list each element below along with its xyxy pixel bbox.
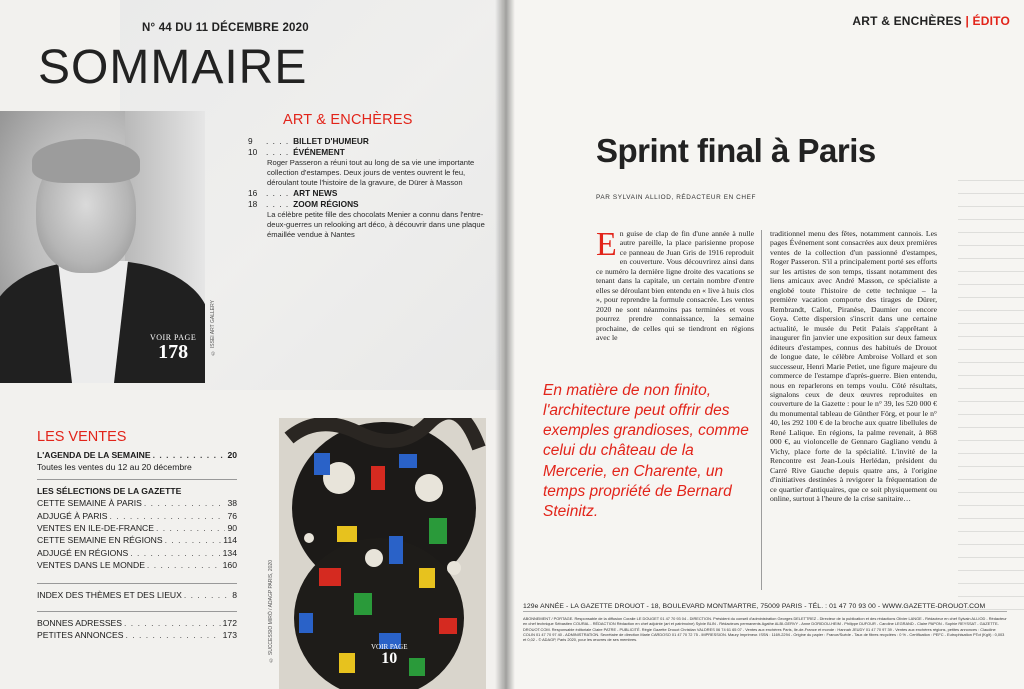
- footer-address: 129e ANNÉE - LA GAZETTE DROUOT - 18, BOULEVARD MONTMARTRE, 75009 PARIS - TÉL. : 01 47 70 93 00 - WWW.GAZETTE-DROUOT.COM: [523, 603, 986, 610]
- dot-leader: [184, 589, 230, 601]
- toc-description: La célèbre petite fille des chocolats Menier a connu dans l'entre-deux-guerres un relooking art déco, à découvrir dans une plaque émaillée vendue à Nantes: [267, 209, 485, 239]
- entry-label: CETTE SEMAINE À PARIS: [37, 498, 142, 509]
- artwork-page-ref-label: VOIR PAGE: [371, 643, 408, 651]
- entry-page: 20: [227, 450, 237, 460]
- masthead-footer: [523, 602, 1007, 643]
- selection-entry[interactable]: [37, 547, 237, 559]
- entry-page: 160: [222, 560, 237, 570]
- photo-page-ref-number: 178: [158, 341, 189, 363]
- footer-credits: ABONNEMENT / PORTAGE. Responsable de la diffusion Coralie LE DOUGET 01 47 70 93 04 - DIRECTION. Président du conseil d'administration Georges DELETTREZ - Directeur de la publication et des rédactions Olivier LANGE - Rédacteur en chef Sylvain ALLIOD - Rédacteur en chef technique Sébastien COURAL - RÉDACTION Rédaction en chef adjointe (art et patrimoine) Sylvie BLIN - Rédacteurs permanents Agathe ALBI-GERVY - Anne DORIDOU-HEIM - Philippe DUFOUR - Caroline LEGRAND - Claire PAPON - Sophie REYSSAT - GAZETTE-DROUOT.COM. Responsable éditoriale Claire PATRE - PUBLICITÉ. Régie Gazette Drouot Christian VALDRES 06 74 61 65 07 - Ventes aux enchères Paris, Ile-de-France et monde : Hannah JEUDY 01 47 70 97 39 - Ventes aux enchères régions, petites annonces : Claudine COLIN 01 47 70 97 40 - ADMINISTRATION. Secrétaire de direction Marie CARDOSO 01 47 70 72 75 - IMPRESSION. Maury Imprimeur. ISSN : 1169-2294 - Origine du papier : France/Suède - Taux de fibres recyclées : 0 % - Certification : PEFC - Eutrophisation PTot (Kg/t) : 0,003 et 0,02 - © ADAGP, Paris 2020, pour les œuvres de ses membres.: [523, 616, 1007, 643]
- page-title: SOMMAIRE: [38, 41, 308, 94]
- column-rule: [761, 230, 762, 590]
- toc-entry[interactable]: [248, 199, 498, 240]
- entry-page: 114: [223, 535, 237, 546]
- artwork-page-ref[interactable]: [371, 644, 408, 667]
- entry-label: ADJUGÉ EN RÉGIONS: [37, 547, 129, 558]
- column-1-text: n guise de clap de fin d'une année à nulle autre pareille, la place parisienne propose ce panneau de Juan Gris de 1916 reproduit en couverture. Vous découvrirez ainsi dans ce numéro la dernière ligne droite des vacations se tenant dans la capitale, un certain nombre d'entre elles se déroulant bien entendu en « live à huis clos », pour reprendre la formule consacrée. Les ventes 2020 ne sont néanmoins pas terminées et vous pourrez prendre connaissance, la semaine prochaine, de celles qui se tiendront en régions avec le: [596, 229, 754, 343]
- drop-cap: E: [596, 226, 617, 263]
- ventes-section-title: LES VENTES: [37, 429, 127, 445]
- dot-leader: [110, 510, 226, 522]
- toc-label: ZOOM RÉGIONS: [293, 198, 359, 209]
- extra-entry[interactable]: [37, 617, 237, 629]
- index-entry[interactable]: [37, 589, 237, 601]
- selection-entry[interactable]: [37, 497, 237, 509]
- dot-leader: [147, 559, 221, 571]
- entry-label: PETITES ANNONCES: [37, 630, 124, 641]
- entry-label: ADJUGÉ À PARIS: [37, 510, 108, 521]
- footer-rule: [523, 611, 1007, 612]
- toc-dots: . . . .: [266, 198, 290, 209]
- selection-entry[interactable]: [37, 522, 237, 534]
- article-headline: Sprint final à Paris: [596, 132, 876, 169]
- article-byline: PAR SYLVAIN ALLIOD, RÉDACTEUR EN CHEF: [596, 194, 756, 201]
- entry-page: 38: [227, 498, 237, 509]
- toc-entry[interactable]: [248, 147, 498, 188]
- toc-dots: . . . .: [266, 136, 290, 146]
- entry-page: 173: [222, 630, 237, 641]
- selection-entry[interactable]: [37, 510, 237, 522]
- photo-hair: [32, 139, 140, 183]
- artwork-page-ref-number: 10: [381, 650, 398, 667]
- divider: [37, 479, 237, 480]
- entry-label: L'AGENDA DE LA SEMAINE: [37, 450, 151, 460]
- section-sublabel: ÉDITO: [972, 14, 1010, 28]
- selection-entry[interactable]: [37, 559, 237, 571]
- article-column-1: [596, 226, 754, 343]
- dot-leader: [144, 497, 226, 509]
- toc-dots: . . . .: [266, 187, 290, 198]
- dot-leader: [153, 449, 226, 461]
- section-header: [852, 14, 1010, 28]
- art-section-list: [248, 136, 498, 240]
- entry-page: 90: [227, 522, 237, 533]
- photo-page-ref[interactable]: [150, 334, 196, 362]
- photo-credit: © ISSEI ART GALLERY: [210, 300, 216, 356]
- dot-leader: [165, 534, 222, 546]
- left-page: [0, 0, 503, 689]
- entry-label: INDEX DES THÈMES ET DES LIEUX: [37, 590, 182, 601]
- issue-line: N° 44 DU 11 DÉCEMBRE 2020: [142, 22, 309, 34]
- entry-page: 76: [227, 510, 237, 521]
- entry-page: 134: [222, 547, 237, 558]
- page-gutter: [495, 0, 515, 689]
- agenda-entry[interactable]: [37, 449, 237, 461]
- toc-label: BILLET D'HUMEUR: [293, 136, 369, 146]
- selections-title: LES SÉLECTIONS DE LA GAZETTE: [37, 485, 182, 496]
- agenda-subtitle: Toutes les ventes du 12 au 20 décembre: [37, 462, 192, 473]
- entry-label: VENTES DANS LE MONDE: [37, 560, 145, 570]
- entry-label: CETTE SEMAINE EN RÉGIONS: [37, 535, 163, 546]
- section-label: ART & ENCHÈRES: [852, 14, 962, 28]
- entry-label: BONNES ADRESSES: [37, 617, 123, 628]
- entry-page: 172: [222, 617, 237, 628]
- dot-leader: [130, 547, 220, 559]
- toc-entry[interactable]: [248, 188, 498, 199]
- article-column-2: traditionnel menu des fêtes, notamment cannois. Les pages Événement sont consacrées aux deux premières ventes de la collection d'un passionné d'estampes, Roger Passeron. S'il a principalement porté ses efforts sur les artistes de son temps, tissant notamment des liens amicaux avec André Masson, ce spécialiste a englobé toute l'histoire de cette technique – la première vacation comporte des tirages de Dürer, Rembrandt, Callot, Piranèse, Daumier ou encore Goya. Cette dispersion s'inscrit dans une certaine actualité, le musée du Petit Palais s'apprêtant à inaugurer fin janvier une exposition sur deux fameux éditeurs d'estampes, connus des habitués de Drouot de longue date, le célèbre Ambroise Vollard et son successeur, Henri Marie Petiet, une figure majeure du commerce de l'estampe d'après-guerre. Bien entendu, nous en reparlerons en temps voulu. Côté résultats, signalons ceux de deux œuvres reproduites en couverture de la Gazette : pour le n° 39, les 520 000 € du monumental tableau de Günther Förg, et pour le n° 40, les 292 100 € de la broche aux quatre libellules de René Lalique. En régions, la palme revenait, à 868 000 €, au violoncelle de Gennaro Gagliano vendu à Vichy, place forte de la spécialité. L'invité de la Rencontre est Jean-Louis Herlédan, président du Carré Rive Gauche depuis quatre ans, à l'origine d'initiatives destinées à revigorer la fréquentation de ce quartier d'antiquaires, que ce soit physiquement ou online, surtout à l'heure de la crise sanitaire…: [770, 229, 937, 504]
- toc-page: 9: [248, 136, 253, 146]
- toc-label: ÉVÉNEMENT: [293, 146, 345, 157]
- pull-quote: En matière de non finito, l'architecture peut offrir des exemples grandioses, comme celui du château de la Mercerie, en Charente, un temps propriété de Bernard Steinitz.: [543, 382, 749, 520]
- entry-label: VENTES EN ILE-DE-FRANCE: [37, 522, 154, 533]
- toc-page: 18: [248, 198, 258, 209]
- photo-page-ref-label: VOIR PAGE: [150, 333, 197, 342]
- toc-description: Roger Passeron a réuni tout au long de sa vie une importante collection d'estampes. Deux jours de ventes ouvrent le feu, déroulant toute l'histoire de la gravure, de Dürer à Masson: [267, 157, 475, 187]
- bleed-through-edge: [958, 180, 1024, 610]
- section-separator: |: [965, 14, 969, 28]
- toc-dots: . . . .: [266, 146, 290, 157]
- divider: [37, 611, 237, 612]
- right-page: [503, 0, 1024, 689]
- art-section-title: ART & ENCHÈRES: [283, 112, 413, 128]
- dot-leader: [156, 522, 225, 534]
- dot-leader: [125, 629, 220, 641]
- toc-entry[interactable]: [248, 136, 498, 147]
- toc-page: 10: [248, 146, 258, 157]
- entry-page: 8: [232, 590, 237, 601]
- extra-entry[interactable]: [37, 629, 237, 641]
- artwork-credit: © SUCCESSIO MIRÓ / ADAGP PARIS, 2020: [268, 560, 274, 663]
- ventes-section: [37, 429, 237, 642]
- divider: [37, 583, 237, 584]
- toc-page: 16: [248, 187, 258, 198]
- toc-label: ART NEWS: [293, 187, 338, 198]
- dot-leader: [124, 617, 221, 629]
- selection-entry[interactable]: [37, 534, 237, 546]
